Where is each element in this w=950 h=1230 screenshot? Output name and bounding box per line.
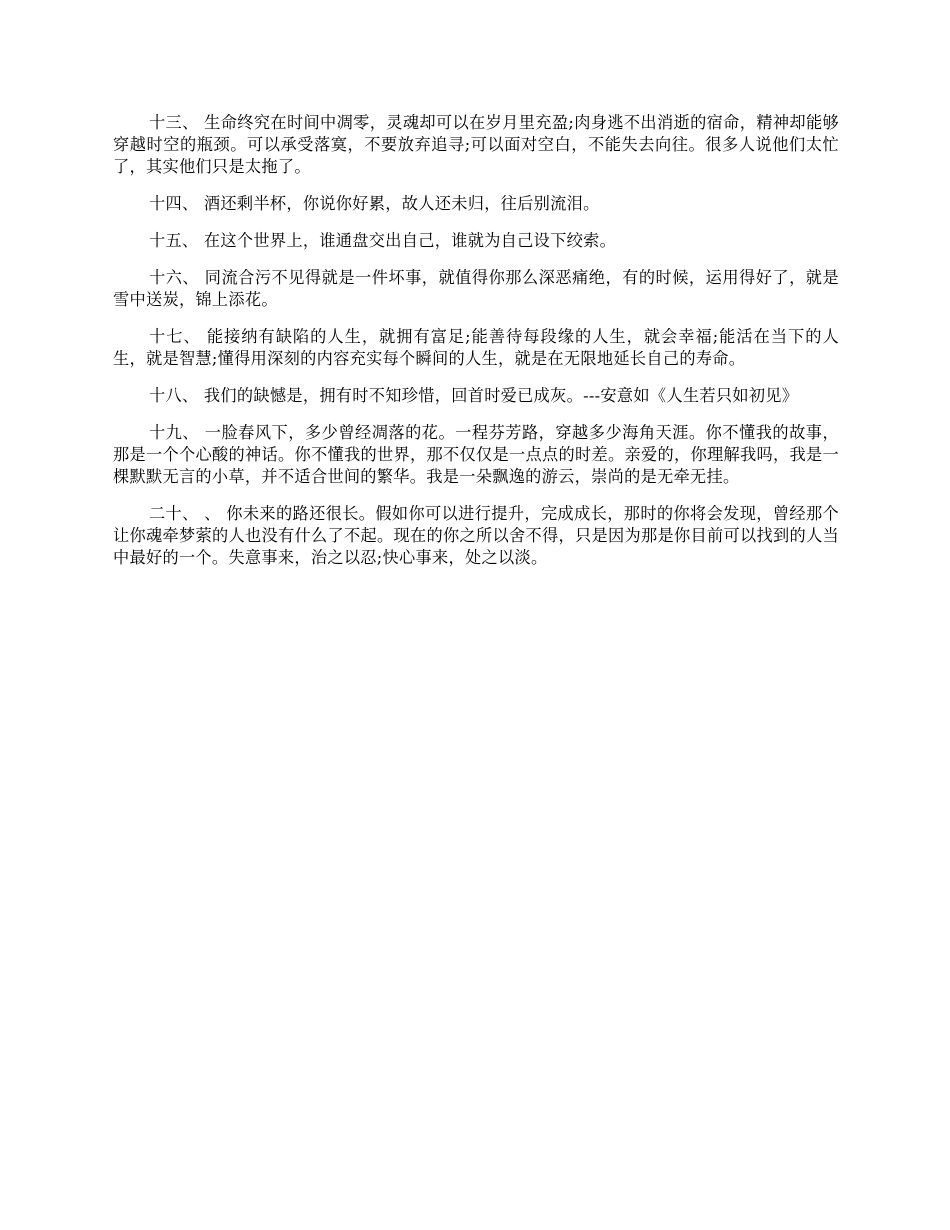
document-body (113, 112, 839, 584)
paragraph-20: 二十、 、 你未来的路还很长。假如你可以进行提升，完成成长，那时的你将会发现，曾经那个让你魂牵梦萦的人也没有什么了不起。现在的你之所以舍不得，只是因为那是你目前可以找到的人当中最好的一个。失意事来，治之以忍;快心事来，处之以淡。 (113, 504, 839, 567)
paragraph-18: 十八、 我们的缺憾是，拥有时不知珍惜，回首时爱已成灰。---安意如《人生若只如初见》 (149, 386, 799, 405)
paragraph-13: 十三、 生命终究在时间中凋零，灵魂却可以在岁月里充盈;肉身逃不出消逝的宿命，精神却能够穿越时空的瓶颈。可以承受落寞，不要放弃追寻;可以面对空白，不能失去向往。很多人说他们太忙了，其实他们只是太拖了。 (113, 113, 839, 176)
paragraph-19: 十九、 一脸春风下，多少曾经凋落的花。一程芬芳路，穿越多少海角天涯。你不懂我的故事，那是一个个心酸的神话。你不懂我的世界，那不仅仅是一点点的时差。亲爱的，你理解我吗，我是一棵默默无言的小草，并不适合世间的繁华。我是一朵飘逸的游云，崇尚的是无牵无挂。 (113, 423, 839, 486)
paragraph-15: 十五、 在这个世界上，谁通盘交出自己，谁就为自己设下绞索。 (149, 231, 617, 250)
paragraph-14: 十四、 酒还剩半杯，你说你好累，故人还未归，往后别流泪。 (149, 194, 600, 213)
paragraph-16: 十六、 同流合污不见得就是一件坏事，就值得你那么深恶痛绝，有的时候，运用得好了，就是雪中送炭，锦上添花。 (113, 268, 839, 309)
paragraph-17: 十七、 能接纳有缺陷的人生，就拥有富足;能善待每段缘的人生，就会幸福;能活在当下的人生，就是智慧;懂得用深刻的内容充实每个瞬间的人生，就是在无限地延长自己的寿命。 (113, 327, 839, 368)
